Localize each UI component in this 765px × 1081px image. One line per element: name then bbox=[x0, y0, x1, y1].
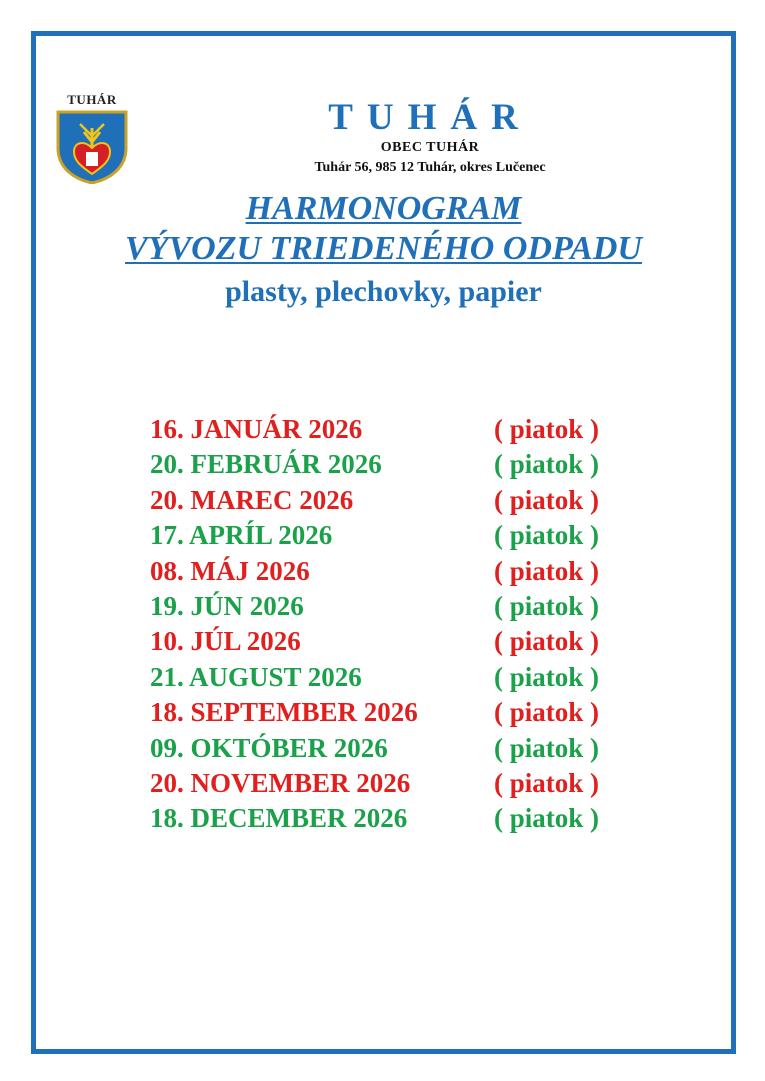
schedule-row bbox=[150, 485, 650, 520]
collection-schedule bbox=[150, 414, 650, 839]
heading-line-1: HARMONOGRAM bbox=[245, 190, 522, 227]
heading-line-2: VÝVOZU TRIEDENÉHO ODPADU bbox=[125, 230, 642, 267]
schedule-row bbox=[150, 414, 650, 449]
collection-date: 19. JÚN 2026 bbox=[150, 590, 304, 621]
weekday: ( piatok ) bbox=[494, 590, 600, 621]
collection-date: 08. MÁJ 2026 bbox=[150, 555, 310, 586]
weekday: ( piatok ) bbox=[494, 520, 600, 551]
schedule-row bbox=[150, 520, 650, 555]
schedule-row bbox=[150, 591, 650, 626]
schedule-row bbox=[150, 803, 650, 838]
crest-label: TUHÁR bbox=[67, 92, 117, 107]
collection-date: 18. DECEMBER 2026 bbox=[150, 803, 408, 834]
schedule-row bbox=[150, 733, 650, 768]
weekday: ( piatok ) bbox=[494, 484, 600, 515]
crest-shield-icon bbox=[54, 108, 130, 184]
municipality-name: OBEC TUHÁR bbox=[380, 140, 480, 155]
address: Tuhár 56, 985 12 Tuhár, okres Lučenec bbox=[314, 160, 546, 175]
collection-date: 16. JANUÁR 2026 bbox=[150, 414, 363, 444]
weekday: ( piatok ) bbox=[494, 697, 600, 728]
weekday: ( piatok ) bbox=[494, 414, 600, 444]
collection-date: 20. MAREC 2026 bbox=[150, 484, 354, 515]
collection-date: 18. SEPTEMBER 2026 bbox=[150, 697, 418, 728]
collection-date: 20. FEBRUÁR 2026 bbox=[150, 449, 382, 480]
collection-date: 20. NOVEMBER 2026 bbox=[150, 767, 411, 798]
weekday: ( piatok ) bbox=[494, 626, 600, 657]
schedule-row bbox=[150, 697, 650, 732]
weekday: ( piatok ) bbox=[494, 767, 600, 798]
collection-date: 09. OKTÓBER 2026 bbox=[150, 732, 388, 763]
schedule-row bbox=[150, 556, 650, 591]
weekday: ( piatok ) bbox=[494, 449, 600, 480]
collection-date: 17. APRÍL 2026 bbox=[150, 520, 333, 551]
schedule-row bbox=[150, 626, 650, 661]
collection-date: 21. AUGUST 2026 bbox=[150, 661, 362, 692]
coat-of-arms bbox=[52, 92, 132, 184]
weekday: ( piatok ) bbox=[494, 555, 600, 586]
collection-date: 10. JÚL 2026 bbox=[150, 626, 301, 657]
subtitle: plasty, plechovky, papier bbox=[225, 275, 542, 308]
weekday: ( piatok ) bbox=[494, 732, 600, 763]
weekday: ( piatok ) bbox=[494, 803, 600, 834]
schedule-row bbox=[150, 662, 650, 697]
weekday: ( piatok ) bbox=[494, 661, 600, 692]
schedule-row bbox=[150, 449, 650, 484]
page-title: TUHÁR bbox=[328, 97, 532, 138]
schedule-row bbox=[150, 768, 650, 803]
